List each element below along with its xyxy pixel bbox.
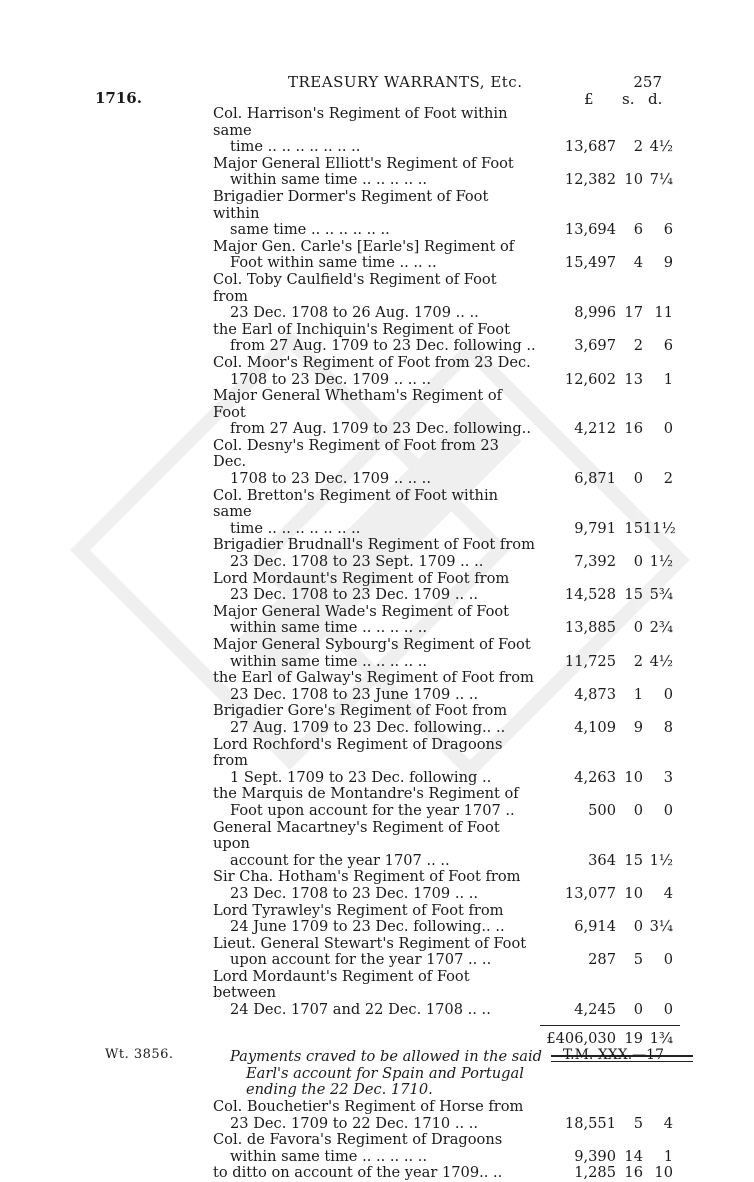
entry-row-last	[213, 1165, 693, 1182]
entry-amount	[536, 519, 676, 538]
entry-amount	[536, 255, 673, 272]
entry-pence: 3¼	[649, 918, 673, 936]
entry-description: Col. Bouchetier's Regiment of Horse from 23 Dec. 1709 to 22 Dec. 1710 .. ..	[213, 1098, 524, 1132]
entry-pounds: 7,392	[574, 553, 616, 571]
entry-pounds: 12,382	[564, 171, 616, 189]
entry-amount	[536, 687, 673, 704]
entry-row	[213, 936, 693, 969]
entry-amount	[536, 919, 673, 936]
entry-row	[213, 239, 693, 272]
entry-shillings: 15	[624, 586, 643, 604]
entry-row	[213, 969, 693, 1019]
entry-pounds: 364	[588, 851, 616, 869]
entry-pence: 7¼	[649, 171, 673, 189]
entry-shillings: 17	[624, 304, 643, 322]
entry-row	[213, 703, 693, 736]
running-title: TREASURY WARRANTS, Etc.	[288, 73, 523, 91]
entry-pence: 2¾	[649, 619, 673, 637]
entry-row	[213, 156, 693, 189]
entry-shillings: 0	[633, 918, 643, 936]
entry-pence: 6	[663, 221, 673, 239]
entry-row	[213, 189, 693, 239]
entry-shillings: 0	[633, 801, 643, 819]
entry-pence: 0	[663, 951, 673, 969]
entry-pounds: 4,245	[574, 1001, 616, 1019]
entry-pounds: 4,109	[574, 718, 616, 736]
entry-pounds: 18,551	[564, 1114, 616, 1132]
entry-description: Major General Sybourg's Regiment of Foot within same time .. .. .. .. ..	[213, 636, 531, 670]
entry-shillings: 2	[633, 138, 643, 156]
entry-row	[213, 438, 693, 488]
entry-shillings: 10	[624, 171, 643, 189]
entry-description: Major General Elliott's Regiment of Foot within same time .. .. .. .. ..	[213, 154, 514, 189]
entry-shillings: 10	[624, 768, 643, 786]
entry-shillings: 16	[624, 420, 643, 438]
entry-row	[213, 604, 693, 637]
entry-amount	[536, 803, 673, 820]
entry-pence: 2	[663, 470, 673, 488]
entry-description: Col. Desny's Regiment of Foot from 23 Dec. 1708 to 23 Dec. 1709 .. .. ..	[213, 436, 499, 488]
entry-description: to ditto on account of the year 1709.. ..	[213, 1164, 503, 1182]
entry-row	[213, 571, 693, 604]
entry-amount	[536, 853, 673, 870]
entry-amount	[536, 1002, 673, 1019]
entry-row	[213, 737, 693, 787]
entry-pounds: 15,497	[564, 254, 616, 272]
subtotal-rule	[540, 1025, 680, 1026]
entry-pence: 8	[663, 718, 673, 736]
entry-pounds: 4,873	[574, 685, 616, 703]
entry-description: Col. Bretton's Regiment of Foot within same time .. .. .. .. .. .. ..	[213, 486, 499, 537]
subtotal-rule-row	[213, 1019, 693, 1031]
entry-description: Lieut. General Stewart's Regiment of Foot upon account for the year 1707 .. ..	[213, 934, 527, 969]
pounds-symbol: £	[584, 90, 594, 108]
entry-amount	[536, 372, 673, 389]
entry-shillings: 5	[633, 1114, 643, 1132]
total-pence: 1¾	[649, 1029, 673, 1047]
entry-row	[213, 272, 693, 322]
entry-amount	[536, 720, 673, 737]
entry-row	[213, 820, 693, 870]
pence-symbol: d.	[648, 90, 663, 108]
entry-pence: 4	[663, 1114, 673, 1132]
entry-description: Major General Wade's Regiment of Foot within same time .. .. .. .. ..	[213, 602, 510, 637]
entry-shillings: 5	[633, 951, 643, 969]
total-shillings: 19	[624, 1029, 643, 1047]
entry-amount	[536, 952, 673, 969]
entry-row	[213, 1132, 693, 1165]
entry-description: the Marquis de Montandre's Regiment of Foot upon account for the year 1707 ..	[213, 785, 519, 819]
total-amount	[536, 1031, 673, 1048]
entry-amount	[536, 305, 673, 322]
entry-amount	[536, 421, 673, 438]
entry-shillings: 2	[633, 337, 643, 355]
entry-row	[213, 670, 693, 703]
entry-pence: 1½	[649, 553, 673, 571]
entry-pence: 3	[663, 768, 673, 786]
entry-shillings: 0	[633, 470, 643, 488]
entry-pence: 11½	[643, 519, 676, 537]
entry-shillings: 9	[633, 718, 643, 736]
entry-amount	[536, 770, 673, 787]
entry-row	[213, 903, 693, 936]
entry-shillings: 13	[624, 370, 643, 388]
entry-shillings: 1	[633, 685, 643, 703]
total-pounds: £406,030	[546, 1029, 616, 1047]
total-row	[213, 1031, 693, 1048]
entry-pence: 1	[663, 1147, 673, 1165]
entry-description: General Macartney's Regiment of Foot upon account for the year 1707 .. ..	[213, 818, 500, 869]
entry-description: Col. Toby Caulfield's Regiment of Foot from 23 Dec. 1708 to 26 Aug. 1709 .. ..	[213, 270, 497, 322]
entry-description: Col. de Favora's Regiment of Dragoons within same time .. .. .. .. ..	[213, 1131, 503, 1165]
entry-amount	[536, 1149, 673, 1166]
entry-pence: 11	[654, 304, 673, 322]
entry-amount	[536, 1116, 673, 1133]
entry-description: Col. Harrison's Regiment of Foot within same time .. .. .. .. .. .. ..	[213, 105, 508, 156]
entry-pence: 0	[663, 685, 673, 703]
warrant-table	[213, 106, 693, 1182]
entry-description: Lord Rochford's Regiment of Dragoons from 1 Sept. 1709 to 23 Dec. following ..	[213, 735, 503, 786]
entry-pounds: 3,697	[574, 337, 616, 355]
entry-shillings: 10	[624, 884, 643, 902]
entry-pounds: 14,528	[564, 586, 616, 604]
entry-amount	[536, 338, 673, 355]
entry-amount	[536, 554, 673, 571]
entry-shillings: 2	[633, 652, 643, 670]
entry-description: Lord Tyrawley's Regiment of Foot from 24 June 1709 to 23 Dec. following.. ..	[213, 901, 505, 936]
entry-description: Sir Cha. Hotham's Regiment of Foot from 23 Dec. 1708 to 23 Dec. 1709 .. ..	[213, 868, 521, 902]
entry-amount	[536, 587, 673, 604]
entry-description: the Earl of Galway's Regiment of Foot from 23 Dec. 1708 to 23 June 1709 .. ..	[213, 669, 534, 703]
entry-description: Major General Whetham's Regiment of Foot from 27 Aug. 1709 to 23 Dec. following..	[213, 387, 531, 438]
entry-shillings: 0	[633, 553, 643, 571]
entry-pence: 5¾	[649, 586, 673, 604]
entry-pounds: 9,791	[574, 519, 616, 537]
entry-pounds: 11,725	[564, 652, 616, 670]
entry-shillings: 4	[633, 254, 643, 272]
entry-row	[213, 637, 693, 670]
section-heading: Payments craved to be allowed in the said Earl's account for Spain and Portugal ending the 22 Dec. 1710.	[230, 1048, 542, 1099]
entry-pounds: 8,996	[574, 304, 616, 322]
entry-row	[213, 106, 693, 156]
entry-pence: 6	[663, 337, 673, 355]
entry-description: Lord Mordaunt's Regiment of Foot between 24 Dec. 1707 and 22 Dec. 1708 .. ..	[213, 967, 491, 1019]
entry-row	[213, 355, 693, 388]
entry-row	[213, 786, 693, 819]
entry-pence: 1½	[649, 851, 673, 869]
entry-shillings: 6	[633, 221, 643, 239]
shillings-symbol: s.	[622, 90, 635, 108]
entry-pence: 1	[663, 370, 673, 388]
footer-reference: T.M. XXX.—17	[562, 1047, 664, 1063]
entry-amount	[536, 222, 673, 239]
entry-row	[213, 537, 693, 570]
entry-pounds: 6,914	[574, 918, 616, 936]
entry-pence: 0	[663, 420, 673, 438]
entry-pounds: 287	[588, 951, 616, 969]
entry-row	[213, 488, 693, 538]
footer-warrant-number: Wt. 3856.	[105, 1047, 174, 1062]
entry-description: Brigadier Brudnall's Regiment of Foot from 23 Dec. 1708 to 23 Sept. 1709 .. ..	[213, 536, 535, 571]
entry-amount	[536, 620, 673, 637]
entry-amount	[536, 654, 673, 671]
entry-pounds: 6,871	[574, 470, 616, 488]
entry-row	[213, 388, 693, 438]
entry-amount	[536, 886, 673, 903]
entry-amount	[536, 139, 673, 156]
entry-pounds: 13,687	[564, 138, 616, 156]
entry-shillings: 0	[633, 619, 643, 637]
entry-shillings: 15	[624, 851, 643, 869]
entries-group-2	[213, 1099, 693, 1165]
entry-pounds: 13,885	[564, 619, 616, 637]
entry-pounds: 13,077	[564, 884, 616, 902]
entry-description: Major Gen. Carle's [Earle's] Regiment of Foot within same time .. .. ..	[213, 237, 515, 272]
entry-amount: 1,285 16 10	[574, 1164, 673, 1182]
entry-row	[213, 869, 693, 902]
entry-pounds: 4,212	[574, 420, 616, 438]
entry-pence: 0	[663, 801, 673, 819]
entry-pounds: 500	[588, 801, 616, 819]
entry-description: Brigadier Gore's Regiment of Foot from 27 Aug. 1709 to 23 Dec. following.. ..	[213, 702, 508, 736]
entry-description: Brigadier Dormer's Regiment of Foot within same time .. .. .. .. .. ..	[213, 187, 489, 239]
page-number: 257	[633, 73, 662, 91]
entry-description: Col. Moor's Regiment of Foot from 23 Dec. 1708 to 23 Dec. 1709 .. .. ..	[213, 353, 531, 388]
entry-pence: 0	[663, 1001, 673, 1019]
entry-pounds: 13,694	[564, 221, 616, 239]
entry-pounds: 12,602	[564, 370, 616, 388]
entry-row	[213, 1099, 693, 1132]
entry-shillings: 14	[624, 1147, 643, 1165]
entry-amount	[536, 172, 673, 189]
entry-pence: 4	[663, 884, 673, 902]
entry-shillings: 0	[633, 1001, 643, 1019]
entries-group-1	[213, 106, 693, 1019]
entry-description: the Earl of Inchiquin's Regiment of Foot from 27 Aug. 1709 to 23 Dec. following ..	[213, 320, 536, 355]
entry-description: Lord Mordaunt's Regiment of Foot from 23 Dec. 1708 to 23 Dec. 1709 .. ..	[213, 569, 510, 604]
entry-pounds: 9,390	[574, 1147, 616, 1165]
entry-pence: 9	[663, 254, 673, 272]
entry-pounds: 4,263	[574, 768, 616, 786]
year-heading: 1716.	[95, 89, 142, 107]
entry-amount	[536, 471, 673, 488]
entry-pence: 4½	[649, 138, 673, 156]
entry-shillings: 15	[624, 519, 643, 537]
entry-pence: 4½	[649, 652, 673, 670]
entry-row	[213, 322, 693, 355]
